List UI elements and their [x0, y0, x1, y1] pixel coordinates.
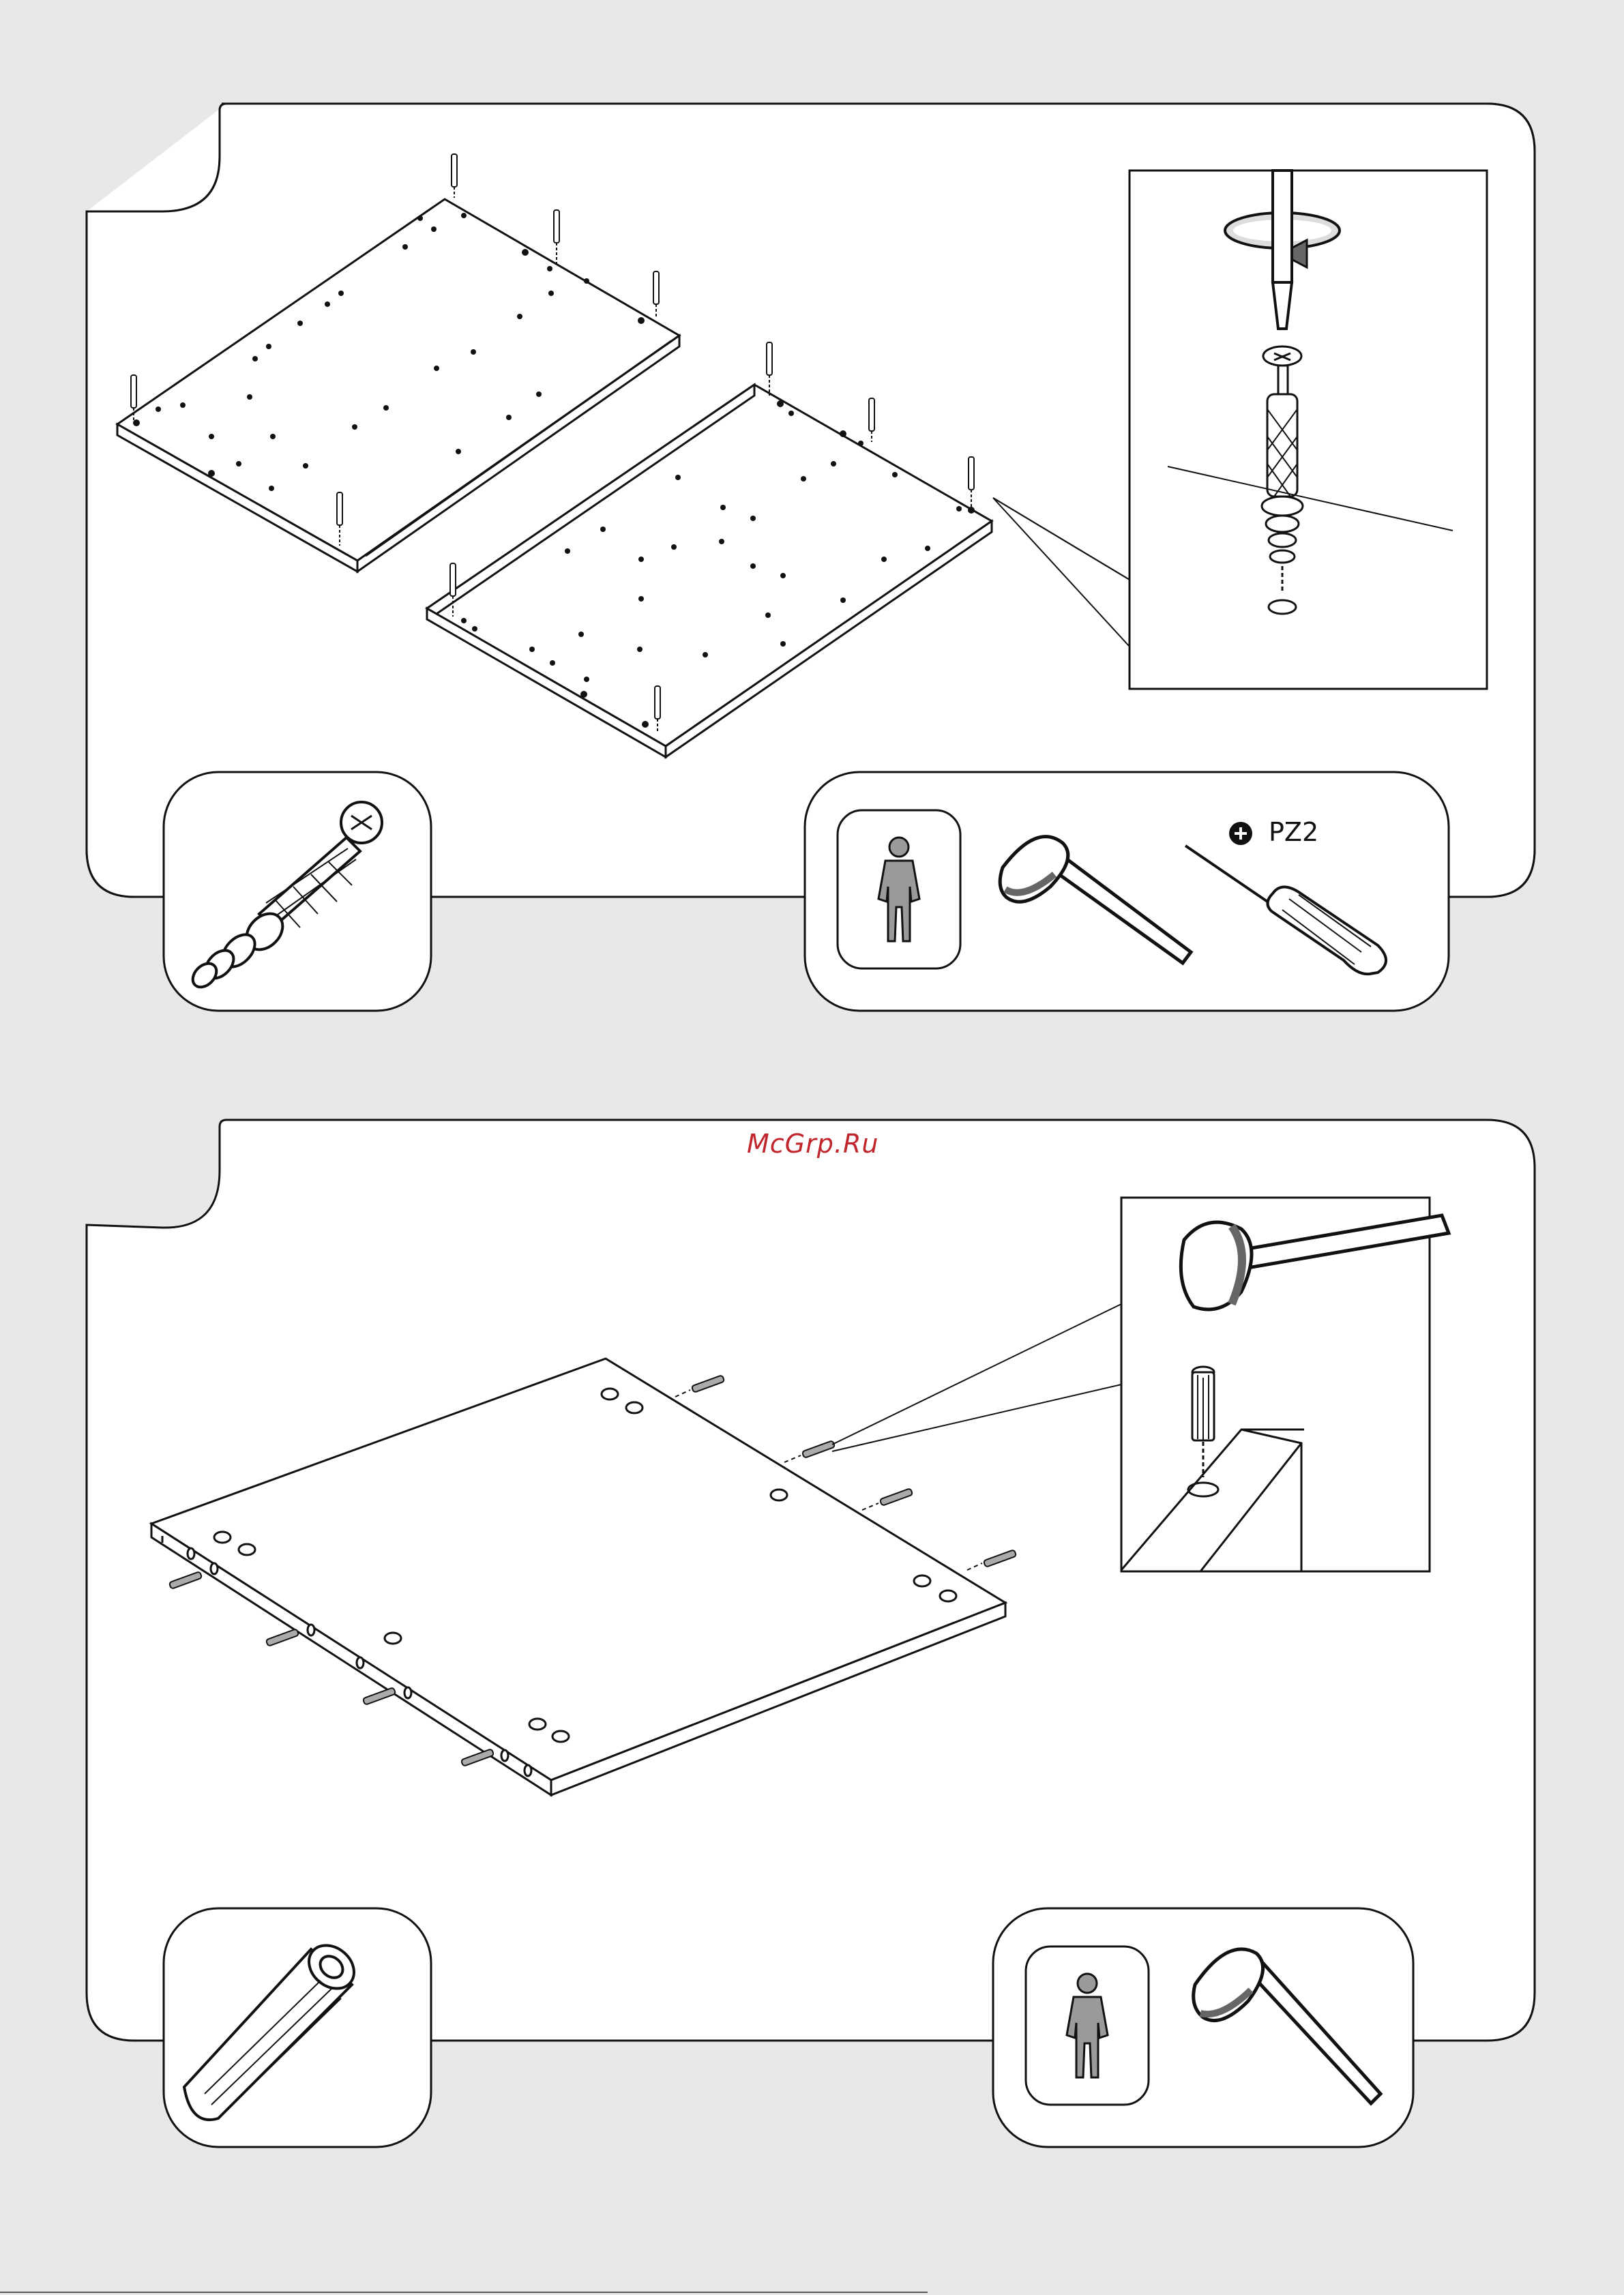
step-1-detail-box	[1130, 171, 1487, 689]
step-1-panel	[0, 0, 1624, 1037]
step-2-panel	[0, 1050, 1624, 2169]
screwdriver-size-label: PZ2	[1269, 817, 1319, 847]
watermark: McGrp.Ru	[747, 1129, 879, 1159]
phillips-plus-icon	[1229, 822, 1252, 845]
screwdriver-tip-icon	[1273, 171, 1292, 329]
footer-rule	[0, 2292, 928, 2293]
